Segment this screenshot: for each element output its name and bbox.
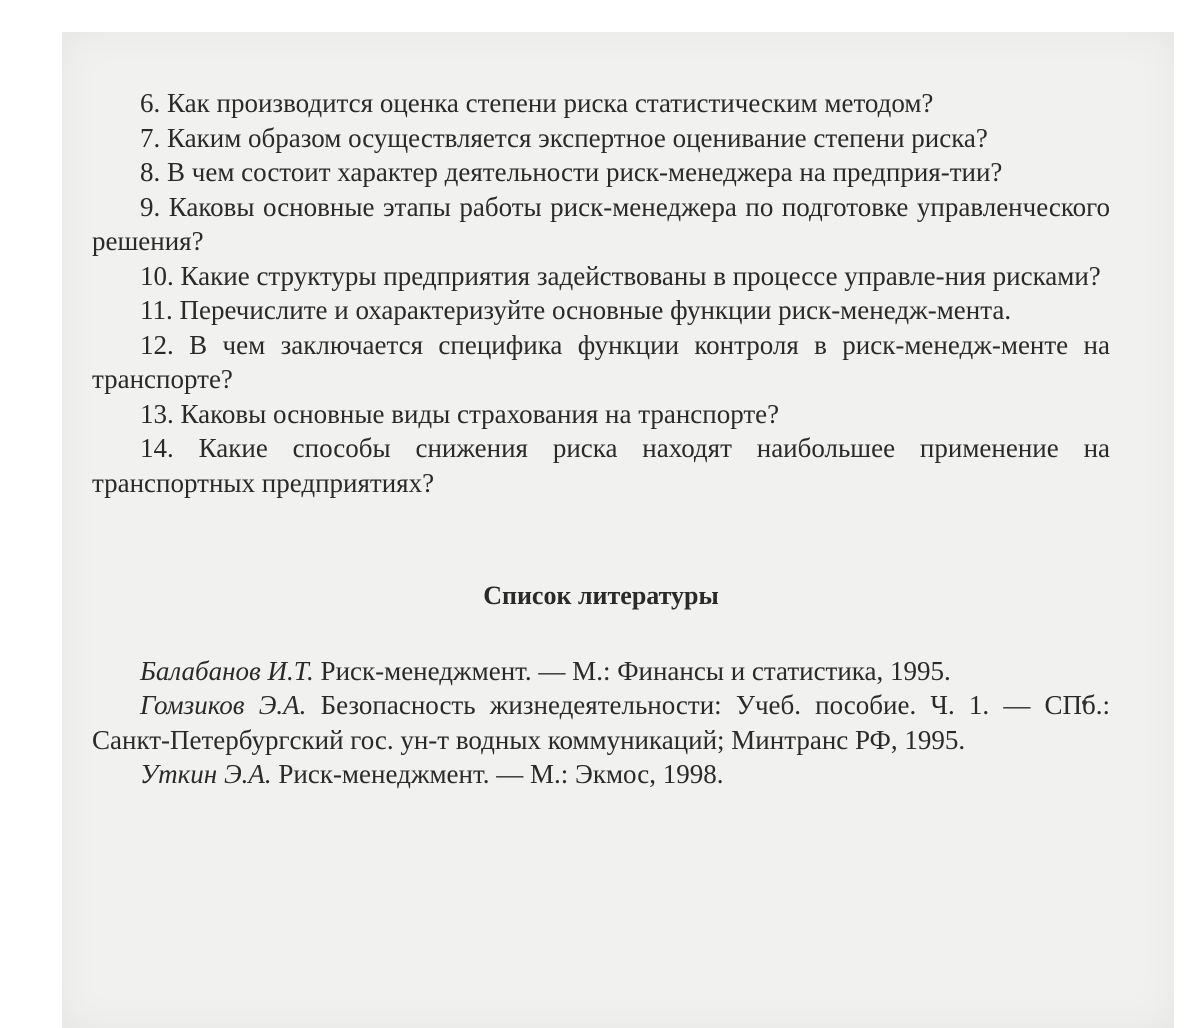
question-6: 6. Как производится оценка степени риска статистическим методом? bbox=[140, 88, 934, 118]
question-8: 8. В чем состоит характер деятельности риск-менеджера на предприя-тии? bbox=[140, 157, 1003, 187]
question-7: 7. Каким образом осуществляется экспертное оценивание степени риска? bbox=[140, 122, 988, 153]
question-13: 13. Каковы основные виды страхования на транспорте? bbox=[140, 398, 780, 429]
entry-author: Гомзиков Э.А. bbox=[140, 690, 307, 720]
entry-author: Уткин Э.А. bbox=[140, 759, 272, 789]
bibliography-entry bbox=[92, 654, 1110, 689]
page-content bbox=[92, 86, 1110, 792]
question-9: 9. Каковы основные этапы работы риск-менеджера по подготовке управленческого решения? bbox=[92, 191, 1110, 256]
entry-text: Риск-менеджмент. — М.: Финансы и статистика, 1995. bbox=[313, 655, 951, 686]
question-14: 14. Какие способы снижения риска находят наибольшее применение на транспортных предприятиях? bbox=[92, 433, 1110, 498]
entry-text: Риск-менеджмент. — М.: Экмос, 1998. bbox=[271, 759, 724, 789]
bibliography-heading: Список литературы bbox=[483, 581, 719, 610]
bibliography-entry bbox=[92, 757, 1110, 792]
bibliography-entry bbox=[92, 688, 1110, 757]
entry-text: Безопасность жизнедеятельности: Учеб. пособие. Ч. 1. — СПб.: Санкт-Петербургский гос. ун-т водных коммуникаций; Минтранс РФ, 1995. bbox=[92, 690, 1110, 755]
entry-author: Балабанов И.Т. bbox=[140, 655, 314, 686]
question-12: 12. В чем заключается специфика функции контроля в риск-менедж-менте на транспорте? bbox=[92, 329, 1110, 394]
question-11: 11. Перечислите и охарактеризуйте основные функции риск-менедж-мента. bbox=[140, 295, 1012, 325]
question-10: 10. Какие структуры предприятия задействованы в процессе управле-ния рисками? bbox=[140, 260, 1101, 291]
